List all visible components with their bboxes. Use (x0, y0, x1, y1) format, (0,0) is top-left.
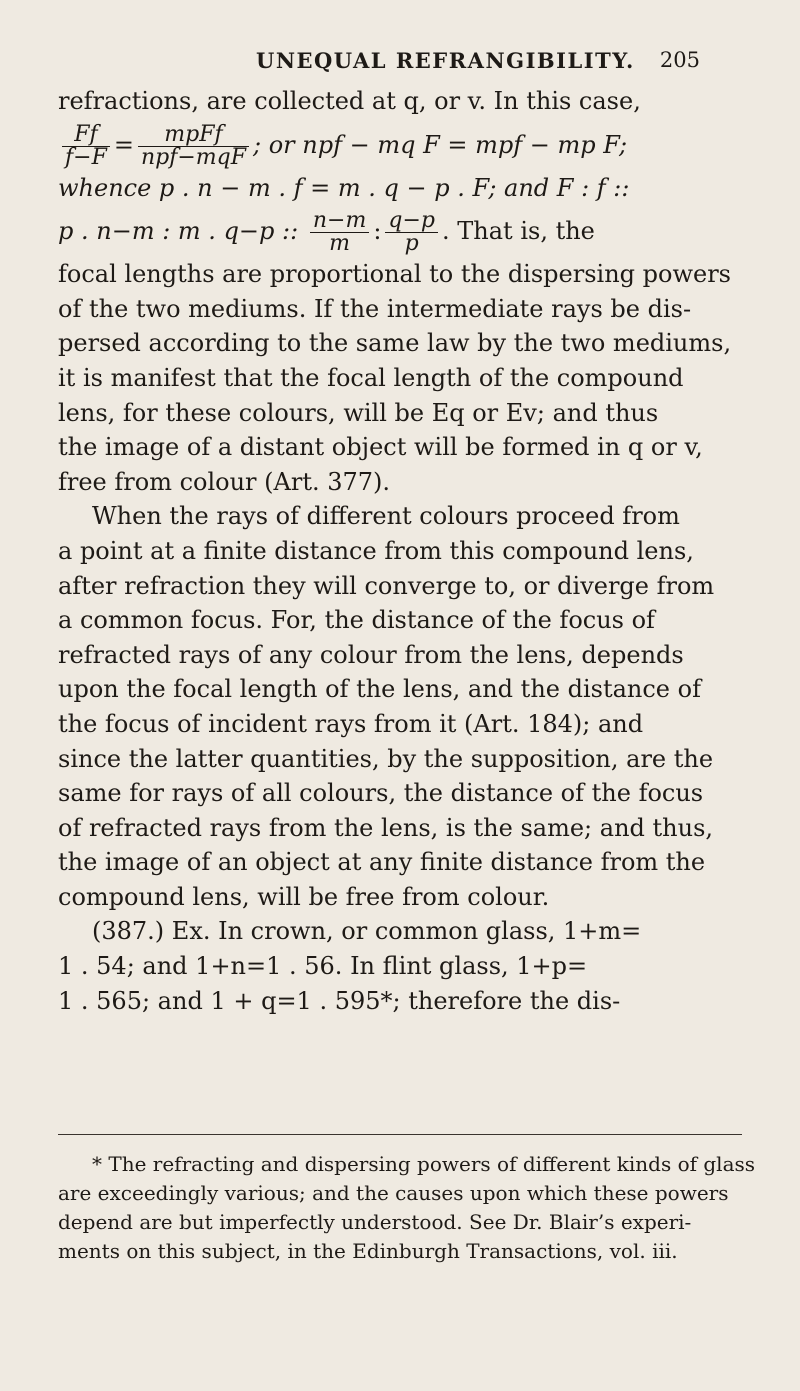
text-line: upon the focal length of the lens, and the distance of (58, 675, 701, 704)
text-line: a common focus. For, the distance of the focus of (58, 606, 655, 635)
page-number: 205 (659, 48, 700, 72)
text-line: the image of a distant object will be formed in q or v, (58, 433, 703, 462)
text-line: free from colour (Art. 377). (58, 467, 391, 496)
main-text (58, 84, 742, 1018)
text-line: same for rays of all colours, the distance of the focus (58, 779, 704, 808)
text-line: refracted rays of any colour from the lens, depends (58, 640, 684, 669)
text-line: it is manifest that the focal length of the compound (58, 363, 684, 392)
text-line: compound lens, will be free from colour. (58, 882, 550, 911)
text-line: 1 . 565; and 1 + q=1 . 595*; therefore the dis- (58, 986, 621, 1015)
text-line: refractions, are collected at q, or v. In this case, (58, 87, 641, 115)
footnote-divider (58, 1134, 742, 1135)
fraction: $\frac{Ff}{f-F}$ (62, 124, 110, 169)
equation-line: whence p . n − m . f = m . q − p . F; and F : f :: (58, 173, 630, 202)
footnote-line: depend are but imperfectly understood. See Dr. Blair’s experi- (58, 1210, 692, 1234)
text-line: 1 . 54; and 1+n=1 . 56. In flint glass, 1+p= (58, 952, 588, 981)
footnote-line: * The refracting and dispersing powers of different kinds of glass (92, 1152, 756, 1176)
text-line: persed according to the same law by the two mediums, (58, 329, 732, 358)
footnote-line: ments on this subject, in the Edinburgh Transactions, vol. iii. (58, 1239, 678, 1263)
footnote-line: are exceedingly various; and the causes upon which these powers (58, 1181, 729, 1205)
text-line: of the two mediums. If the intermediate rays be dis- (58, 294, 692, 323)
text-line: since the latter quantities, by the supposition, are the (58, 744, 714, 773)
footnote (58, 1150, 756, 1266)
text-line: focal lengths are proportional to the dispersing powers (58, 260, 731, 289)
equation-line: p . n−m : m . q−p :: $\frac{n-m}{m}$ : $\frac{q-p}{p}$ . That is, the (58, 208, 595, 257)
text-line: a point at a finite distance from this compound lens, (58, 536, 694, 565)
paragraph-start: (387.) Ex. In crown, or common glass, 1+m= (92, 917, 642, 946)
equation-line: $\frac{Ff}{f-F}$ = $\frac{\text{mpFf}}{\text{npf−mqF}}$ ; or npf − mq F = mpf − mp F; (58, 119, 742, 171)
text-line: after refraction they will converge to, or diverge from (58, 571, 715, 600)
text-line: lens, for these colours, will be Eq or Ev; and thus (58, 398, 659, 427)
running-title: UNEQUAL REFRANGIBILITY. (256, 48, 635, 73)
text-line: the focus of incident rays from it (Art. 184); and (58, 709, 644, 738)
paragraph-start: When the rays of different colours proceed from (92, 502, 680, 531)
text-line: of refracted rays from the lens, is the same; and thus, (58, 813, 714, 842)
fraction: $\frac{\text{mpFf}}{\text{npf−mqF}}$ (138, 124, 249, 169)
text-line: the image of an object at any finite distance from the (58, 848, 706, 877)
fraction: $\frac{n-m}{m}$ (310, 210, 369, 255)
fraction: $\frac{q-p}{p}$ (385, 210, 438, 255)
